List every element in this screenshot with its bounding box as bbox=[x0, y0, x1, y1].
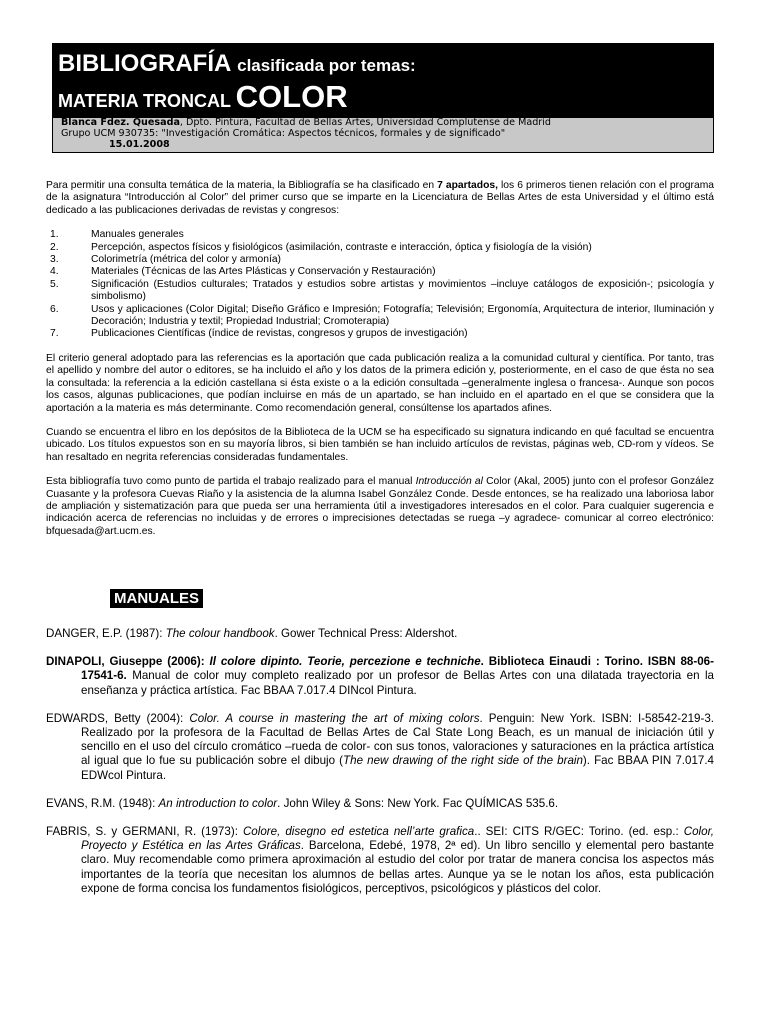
ref-title: The colour handbook bbox=[165, 627, 275, 640]
list-item-text: Significación (Estudios culturales; Tratados y estudios sobre artistas y movimientos –incluye catálogos de exposición-; psicología y simbolismo) bbox=[91, 278, 714, 303]
list-item-text: Percepción, aspectos físicos y fisiológicos (asimilación, contraste e interacción, óptica y fisiología de la visión) bbox=[91, 241, 592, 253]
list-item bbox=[46, 242, 714, 254]
author-name: Blanca Fdez. Quesada bbox=[61, 117, 180, 128]
list-item-number: 5. bbox=[50, 278, 59, 290]
intro-p4-italic: Introducción al bbox=[415, 476, 483, 488]
intro-p1-text-a: Para permitir una consulta temática de la materia, la Bibliografía se ha clasificado en bbox=[46, 180, 438, 191]
subtitle-main: MATERIA TRONCAL bbox=[58, 91, 231, 111]
list-item bbox=[46, 279, 714, 304]
ref-location: ). Fac BBAA PIN 7.017.4 EDWcol Pintura. bbox=[81, 754, 715, 782]
document-header bbox=[52, 43, 714, 153]
intro-paragraph-2: El criterio general adoptado para las referencias es la aportación que cada publicación realiza a la comunidad cultural y científica. Por tanto, tras el apellido y nombre del autor o editores, se ha incluido el año y los datos de la primera edición y, posteriormente, en el caso de que ésta no sea la consultada: la referencia a la edición castellana si ésta existe o a la edición consultada –generalmente inglesa o francesa-. Aunque son pocos los casos, algunas publicaciones, que podían incluirse en más de un apartado, se han incluido en el apartado en el que se considera que la aportación a la materia es más determinante. Como recomendación general, consúltense los apartados afines. bbox=[46, 352, 714, 414]
list-item-number: 3. bbox=[50, 254, 59, 266]
section-list bbox=[46, 229, 714, 341]
group-line: Grupo UCM 930735: "Investigación Cromática: Aspectos técnicos, formales y de significado" bbox=[61, 128, 506, 139]
list-item-number: 6. bbox=[50, 303, 59, 315]
ref-annotation: . Penguin: New York. ISBN: I-58542-219-3. Realizado por la profesora de la Facultad de Bellas Artes de Cal State Long Beach, es un manual de iniciación útil y sencillo en el uso del círculo cromático –rueda de color- con sus tonos, valoraciones y saturaciones en la práctica artística al igual que lo fue su publicación sobre el dibujo ( bbox=[81, 711, 715, 768]
header-title-band bbox=[53, 44, 713, 118]
ref-publisher: .. SEI: CITS R/GEC: Torino. (ed. esp.: bbox=[474, 825, 684, 839]
reference-entry-fabris bbox=[46, 825, 714, 896]
introduction bbox=[46, 180, 714, 550]
intro-paragraph-1 bbox=[46, 180, 714, 217]
list-item bbox=[46, 254, 714, 266]
list-item-text: Materiales (Técnicas de las Artes Plásticas y Conservación y Restauración) bbox=[91, 266, 436, 278]
list-item bbox=[46, 304, 714, 329]
date-line: 15.01.2008 bbox=[109, 139, 170, 150]
list-item-number: 2. bbox=[50, 241, 59, 253]
list-item-number: 1. bbox=[50, 229, 59, 241]
list-item-text: Publicaciones Científicas (índice de revistas, congresos y grupos de investigación) bbox=[91, 328, 468, 340]
ref-author: EDWARDS, Betty (2004): bbox=[46, 711, 190, 725]
list-item bbox=[46, 229, 714, 241]
intro-paragraph-4 bbox=[46, 476, 714, 538]
ref-publisher: . John Wiley & Sons: New York. Fac QUÍMICAS 535.6. bbox=[277, 796, 559, 810]
header-info-band bbox=[53, 118, 713, 152]
ref-title: Color. A course in mastering the art of mixing colors bbox=[189, 711, 480, 725]
ref-author: FABRIS, S. y GERMANI, R. (1973): bbox=[46, 825, 243, 839]
page-subtitle bbox=[58, 80, 348, 118]
list-item-text: Usos y aplicaciones (Color Digital; Diseño Gráfico e Impresión; Fotografía; Televisión; Ergonomía, Arquitectura de interior, Iluminación y Decoración; Industria y textil; Propiedad Industrial; Cromoterapia) bbox=[91, 303, 714, 328]
subtitle-big: COLOR bbox=[235, 79, 348, 114]
ref-title: Il colore dipinto. Teorie, percezione e techniche bbox=[209, 655, 481, 669]
ref-publisher: . Biblioteca Einaudi : Torino. ISBN 88-06-17541-6. bbox=[81, 655, 714, 683]
list-item-number: 7. bbox=[50, 328, 59, 340]
ref-title: An introduction to color bbox=[158, 796, 278, 810]
title-main: BIBLIOGRAFÍA bbox=[58, 50, 231, 77]
reference-list bbox=[46, 627, 714, 910]
title-rest: clasificada por temas: bbox=[237, 56, 416, 75]
ref-title-secondary: Color, Proyecto y Estética en las Artes Gráficas bbox=[81, 825, 715, 853]
ref-author: EVANS, R.M. (1948): bbox=[46, 796, 159, 810]
page-title bbox=[58, 50, 416, 80]
section-heading-manuales: MANUALES bbox=[110, 589, 203, 608]
list-item-number: 4. bbox=[50, 266, 59, 278]
ref-author: DANGER, E.P. (1987): bbox=[46, 627, 166, 640]
intro-paragraph-3: Cuando se encuentra el libro en los depósitos de la Biblioteca de la UCM se ha especificado su signatura indicando en qué facultad se encuentra ubicado. Los títulos expuestos son en su mayoría libros, si bien también se han incluido artículos de revistas, páginas web, CD-rom y vídeos. Se han resaltado en negrita referencias consideradas fundamentales. bbox=[46, 426, 714, 463]
ref-annotation: Manual de color muy completo realizado por un profesor de Bellas Artes con una dilatada trayectoria en la enseñanza y práctica artística. Fac BBAA 7.017.4 DINcol Pintura. bbox=[81, 669, 714, 697]
reference-entry-evans bbox=[46, 797, 714, 811]
list-item bbox=[46, 328, 714, 340]
reference-entry-dinapoli bbox=[46, 655, 714, 698]
intro-p4-text-a: Esta bibliografía tuvo como punto de partida el trabajo realizado para el manual bbox=[46, 476, 416, 488]
author-affiliation: , Dpto. Pintura, Facultad de Bellas Artes, Universidad Complutense de Madrid bbox=[179, 117, 552, 128]
intro-p4-text-b: Color (Akal, 2005) junto con el profesor González Cuasante y la profesora Cuevas Riaño y la asistencia de la alumna Isabel González Conde. Desde entonces, se ha realizado una laboriosa labor de ampliación y sistematización para que pueda ser una herramienta útil a investigadores interesados en el color. Para cualquier sugerencia e indicación acerca de referencias no incluidas y de errores o imprecisiones detectadas se ruega –y agradece- comunicar al correo electrónico: bfquesada@art.ucm.es. bbox=[46, 476, 714, 537]
ref-author: DINAPOLI, Giuseppe (2006): bbox=[46, 655, 210, 669]
list-item bbox=[46, 266, 714, 278]
list-item-text: Manuales generales bbox=[91, 229, 184, 241]
reference-entry-danger bbox=[46, 627, 714, 641]
intro-p1-text-b: los 6 primeros tienen relación con el programa de la asignatura “Introducción al Color” del primer curso que se imparte en la Licenciatura de Bellas Artes de esta Universidad y el último está dedicado a las publicaciones derivadas de revistas y congresos: bbox=[46, 180, 714, 216]
ref-title-secondary: The new drawing of the right side of the brain bbox=[343, 754, 583, 768]
list-item-text: Colorimetría (métrica del color y armonía) bbox=[91, 254, 281, 266]
author-line bbox=[61, 117, 551, 128]
ref-title: Colore, disegno ed estetica nell’arte grafica bbox=[242, 825, 475, 839]
ref-publisher: . Gower Technical Press: Aldershot. bbox=[274, 627, 458, 640]
reference-entry-edwards bbox=[46, 712, 714, 783]
ref-annotation: . Barcelona, Edebé, 1978, 2ª ed). Un libro sencillo y elemental pero bastante claro. Muy recomendable como primera aproximación al estudio del color por tratar de manera concisa los aspectos más importantes de la teoría que necesitan los alumnos de bellas artes. Aunque ya se le notan los años, esta publicación expone de forma concisa los fundamentos fisiológicos, perceptivos, psicológicos y plásticos del color. bbox=[81, 839, 714, 895]
intro-p1-bold: 7 apartados, bbox=[437, 180, 498, 191]
